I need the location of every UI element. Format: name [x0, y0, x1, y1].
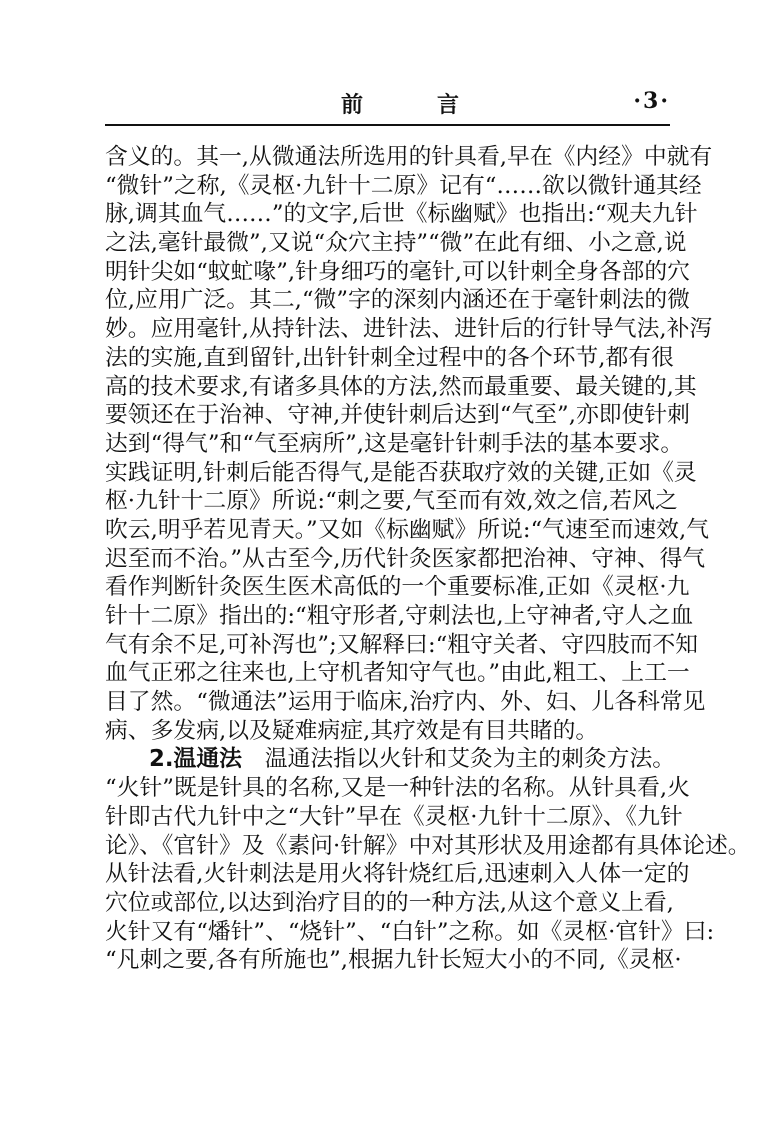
chapter-title: 前 言 [341, 92, 486, 118]
text-line: “凡刺之要,各有所施也”,根据九针长短大小的不同,《灵枢· [105, 947, 682, 974]
header-rule [105, 124, 670, 126]
text-line: 吹云,明乎若见青天。”又如《标幽赋》所说:“气速至而速效,气 [105, 516, 710, 543]
body-text [105, 143, 751, 975]
text-line: 妙。应用毫针,从持针法、进针法、进针后的行针导气法,补泻 [105, 316, 713, 343]
text-line: 达到“得气”和“气至病所”,这是毫针针刺手法的基本要求。 [105, 430, 684, 457]
text-line: 看作判断针灸医生医术高低的一个重要标准,正如《灵枢·九 [105, 574, 690, 601]
section-heading: 2.温通法 [149, 746, 242, 773]
text-line: 血气正邪之往来也,上守机者知守气也。”由此,粗工、上工一 [105, 660, 690, 687]
section-intro-text: 温通法指以火针和艾灸为主的刺灸方法。 [264, 746, 676, 773]
text-line: 气有余不足,可补泻也”;又解释曰:“粗守关者、守四肢而不知 [105, 631, 699, 658]
text-line: 火针又有“燔针”、“烧针”、“白针”之称。如《灵枢·官针》曰: [105, 918, 715, 945]
page-number: ·3· [633, 88, 670, 114]
text-line: 针即古代九针中之“大针”早在《灵枢·九针十二原》、《九针 [105, 803, 683, 830]
text-line: 穴位或部位,以达到治疗目的的一种方法,从这个意义上看, [105, 889, 674, 916]
text-line: 要领还在于治神、守神,并使针刺后达到“气至”,亦即使针刺 [105, 402, 690, 429]
text-line: 迟至而不治。”从古至今,历代针灸医家都把治神、守神、得气 [105, 545, 706, 572]
text-line: 法的实施,直到留针,出针针刺全过程中的各个环节,都有很 [105, 344, 674, 371]
section-first-line [105, 745, 676, 774]
text-line: “微针”之称,《灵枢·九针十二原》记有“……欲以微针通其经 [105, 172, 702, 199]
text-line: 实践证明,针刺后能否得气,是能否获取疗效的关键,正如《灵 [105, 459, 697, 486]
text-line: 从针法看,火针刺法是用火将针烧红后,迅速刺入人体一定的 [105, 861, 690, 888]
running-header [105, 88, 670, 120]
text-line: “火针”既是针具的名称,又是一种针法的名称。从针具看,火 [105, 775, 690, 802]
text-line: 高的技术要求,有诸多具体的方法,然而最重要、最关键的,其 [105, 373, 697, 400]
text-line: 病、多发病,以及疑难病症,其疗效是有目共睹的。 [105, 717, 599, 744]
text-line: 含义的。其一,从微通法所选用的针具看,早在《内经》中就有 [105, 144, 713, 170]
text-line: 脉,调其血气……”的文字,后世《标幽赋》也指出:“观夫九针 [105, 201, 698, 228]
text-line: 论》、《官针》及《素问·针解》中对其形状及用途都有具体论述。 [105, 832, 751, 859]
text-line: 枢·九针十二原》所说:“刺之要,气至而有效,效之信,若风之 [105, 488, 678, 515]
text-line: 目了然。“微通法”运用于临床,治疗内、外、妇、儿各科常见 [105, 689, 706, 716]
text-line: 之法,毫针最微”,又说“众穴主持”“微”在此有细、小之意,说 [105, 230, 687, 257]
text-line: 位,应用广泛。其二,“微”字的深刻内涵还在于毫针刺法的微 [105, 287, 690, 314]
text-line: 明针尖如“蚊虻喙”,针身细巧的毫针,可以针刺全身各部的穴 [105, 258, 690, 285]
text-line: 针十二原》指出的:“粗守形者,守刺法也,上守神者,守人之血 [105, 603, 694, 629]
